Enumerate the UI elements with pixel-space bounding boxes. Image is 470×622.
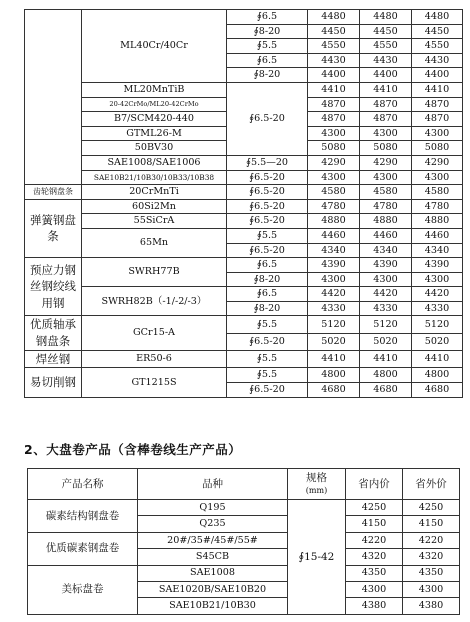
variety-cell: SAE10B21/10B30 (138, 598, 288, 614)
price-cell: 4410 (360, 82, 412, 97)
spec-cell: ∮6.5-20 (227, 383, 308, 398)
variety-cell: Q195 (138, 500, 288, 516)
price-cell: 4300 (412, 126, 463, 141)
price-cell: 4410 (412, 82, 463, 97)
price-cell: 4390 (308, 258, 360, 273)
price-cell: 4580 (308, 185, 360, 200)
price-cell: 4480 (360, 10, 412, 25)
spec-cell: ∮6.5-20 (227, 185, 308, 200)
price-cell: 4460 (412, 228, 463, 243)
price-cell: 4550 (412, 39, 463, 54)
table-row (25, 155, 463, 170)
price-cell: 5120 (412, 316, 463, 333)
grade-cell: GT1215S (82, 368, 227, 397)
price-cell: 4450 (308, 24, 360, 39)
price-cell: 4380 (403, 598, 460, 614)
price-cell: 4330 (308, 301, 360, 316)
price-cell: 4420 (412, 287, 463, 302)
product-name-cell: 美标盘卷 (28, 565, 138, 614)
price-cell: 4780 (360, 199, 412, 214)
table-row (25, 82, 463, 97)
price-cell: 4460 (308, 228, 360, 243)
price-cell: 4450 (412, 24, 463, 39)
table-row (28, 532, 460, 548)
table-row (25, 287, 463, 302)
price-cell: 4410 (308, 350, 360, 368)
price-cell: 4680 (412, 383, 463, 398)
price-cell: 4380 (346, 598, 403, 614)
price-cell: 4300 (346, 581, 403, 597)
price-cell: 4780 (308, 199, 360, 214)
category-cell (25, 10, 82, 185)
price-cell: 4250 (403, 500, 460, 516)
price-cell: 4330 (360, 301, 412, 316)
price-cell: 4410 (308, 82, 360, 97)
price-cell: 4390 (360, 258, 412, 273)
price-cell: 4300 (412, 272, 463, 287)
table-row (25, 185, 463, 200)
price-cell: 4220 (346, 532, 403, 548)
category-cell: 弹簧钢盘条 (25, 199, 82, 257)
variety-cell: 20#/35#/45#/55# (138, 532, 288, 548)
price-table-large-coil (27, 468, 460, 615)
price-cell: 4580 (360, 185, 412, 200)
grade-cell: GCr15-A (82, 316, 227, 350)
spec-cell: ∮6.5 (227, 10, 308, 25)
price-cell: 4460 (360, 228, 412, 243)
grade-cell: 20-42CrMo/ML20-42CrMo (82, 97, 227, 112)
price-cell: 4870 (360, 97, 412, 112)
price-cell: 4870 (360, 112, 412, 127)
category-cell: 易切削钢 (25, 368, 82, 397)
spec-cell: ∮8-20 (227, 24, 308, 39)
column-header: 产品名称 (28, 469, 138, 500)
price-cell: 4550 (308, 39, 360, 54)
price-cell: 5020 (308, 333, 360, 350)
variety-cell: Q235 (138, 516, 288, 532)
spec-cell: ∮6.5 (227, 258, 308, 273)
table-row (25, 316, 463, 333)
price-cell: 4420 (360, 287, 412, 302)
price-cell: 4430 (360, 53, 412, 68)
price-cell: 4800 (308, 368, 360, 383)
spec-cell: ∮5.5—20 (227, 155, 308, 170)
price-cell: 4300 (308, 272, 360, 287)
price-cell: 4300 (360, 170, 412, 185)
price-cell: 4390 (412, 258, 463, 273)
price-cell: 4880 (360, 214, 412, 229)
price-cell: 5120 (308, 316, 360, 333)
price-table-wire-rod (24, 9, 463, 398)
price-cell: 4330 (412, 301, 463, 316)
spec-cell: ∮5.5 (227, 316, 308, 333)
price-cell: 4410 (360, 350, 412, 368)
spec-cell: ∮15-42 (288, 500, 346, 615)
price-cell: 4880 (412, 214, 463, 229)
price-cell: 4340 (412, 243, 463, 258)
grade-cell: SAE10B21/10B30/10B33/10B38 (82, 170, 227, 185)
price-cell: 4800 (360, 368, 412, 383)
grade-cell: 60Si2Mn (82, 199, 227, 214)
price-cell: 4430 (412, 53, 463, 68)
price-cell: 5020 (412, 333, 463, 350)
table-row (25, 350, 463, 368)
price-cell: 4870 (308, 112, 360, 127)
price-cell: 4550 (360, 39, 412, 54)
table-row (25, 199, 463, 214)
spec-cell: ∮8-20 (227, 68, 308, 83)
price-cell: 4420 (308, 287, 360, 302)
category-cell: 预应力钢丝钢绞线用钢 (25, 258, 82, 316)
spec-cell: ∮6.5-20 (227, 199, 308, 214)
grade-cell: 50BV30 (82, 141, 227, 156)
price-cell: 4300 (360, 272, 412, 287)
spec-cell: ∮8-20 (227, 272, 308, 287)
price-cell: 4220 (403, 532, 460, 548)
price-cell: 4320 (346, 549, 403, 565)
price-cell: 4410 (412, 350, 463, 368)
price-cell: 4430 (308, 53, 360, 68)
spec-header-label: 规格 (306, 472, 327, 485)
column-header: 省外价 (403, 469, 460, 500)
category-cell: 齿轮钢盘条 (25, 185, 82, 200)
table-row (28, 565, 460, 581)
grade-cell: ER50-6 (82, 350, 227, 368)
spec-cell: ∮5.5 (227, 228, 308, 243)
table-row (25, 10, 463, 25)
table-header-row (28, 469, 460, 500)
product-name-cell: 优质碳素钢盘卷 (28, 532, 138, 565)
price-cell: 4400 (360, 68, 412, 83)
table-row (28, 500, 460, 516)
spec-cell: ∮6.5 (227, 287, 308, 302)
grade-cell: 55SiCrA (82, 214, 227, 229)
price-cell: 4300 (308, 126, 360, 141)
table-row (25, 170, 463, 185)
table-row (25, 368, 463, 383)
grade-cell: SWRH82B（-1/-2/-3） (82, 287, 227, 316)
price-cell: 4300 (403, 581, 460, 597)
grade-cell: SWRH77B (82, 258, 227, 287)
grade-cell: SAE1008/SAE1006 (82, 155, 227, 170)
price-cell: 5080 (308, 141, 360, 156)
product-name-cell: 碳素结构钢盘卷 (28, 500, 138, 533)
price-cell: 4680 (308, 383, 360, 398)
price-cell: 4290 (308, 155, 360, 170)
spec-cell: ∮6.5-20 (227, 170, 308, 185)
table-row (25, 228, 463, 243)
price-cell: 4320 (403, 549, 460, 565)
price-cell: 4880 (308, 214, 360, 229)
section-heading: 2、大盘卷产品（含棒卷线生产产品） (24, 442, 242, 457)
price-cell: 4400 (308, 68, 360, 83)
price-cell: 4290 (412, 155, 463, 170)
column-header: 品种 (138, 469, 288, 500)
spec-cell: ∮6.5-20 (227, 82, 308, 155)
price-cell: 4300 (412, 170, 463, 185)
price-cell: 4780 (412, 199, 463, 214)
column-header-spec (288, 469, 346, 500)
spec-cell: ∮6.5 (227, 53, 308, 68)
price-cell: 4480 (412, 10, 463, 25)
price-cell: 5120 (360, 316, 412, 333)
table-row (25, 258, 463, 273)
price-cell: 4400 (412, 68, 463, 83)
grade-cell: ML40Cr/40Cr (82, 10, 227, 83)
variety-cell: SAE1008 (138, 565, 288, 581)
price-cell: 4870 (308, 97, 360, 112)
spec-header-unit: (mm) (305, 485, 328, 495)
spec-cell: ∮8-20 (227, 301, 308, 316)
spec-cell: ∮5.5 (227, 368, 308, 383)
price-cell: 4450 (360, 24, 412, 39)
variety-cell: S45CB (138, 549, 288, 565)
table-row (25, 214, 463, 229)
price-cell: 4150 (346, 516, 403, 532)
price-cell: 5080 (412, 141, 463, 156)
price-cell: 4350 (346, 565, 403, 581)
grade-cell: 20CrMnTi (82, 185, 227, 200)
category-cell: 焊丝钢 (25, 350, 82, 368)
price-cell: 4800 (412, 368, 463, 383)
column-header: 省内价 (346, 469, 403, 500)
price-cell: 4300 (360, 126, 412, 141)
variety-cell: SAE1020B/SAE10B20 (138, 581, 288, 597)
price-cell: 4580 (412, 185, 463, 200)
price-cell: 4480 (308, 10, 360, 25)
price-cell: 4340 (308, 243, 360, 258)
price-cell: 4250 (346, 500, 403, 516)
price-cell: 4870 (412, 112, 463, 127)
grade-cell: B7/SCM420-440 (82, 112, 227, 127)
spec-cell: ∮6.5-20 (227, 214, 308, 229)
spec-cell: ∮5.5 (227, 350, 308, 368)
price-cell: 4300 (308, 170, 360, 185)
category-cell: 优质轴承钢盘条 (25, 316, 82, 350)
price-cell: 4870 (412, 97, 463, 112)
price-cell: 4290 (360, 155, 412, 170)
spec-cell: ∮6.5-20 (227, 333, 308, 350)
price-cell: 4350 (403, 565, 460, 581)
price-cell: 4680 (360, 383, 412, 398)
spec-cell: ∮6.5-20 (227, 243, 308, 258)
spec-cell: ∮5.5 (227, 39, 308, 54)
price-cell: 5080 (360, 141, 412, 156)
price-cell: 4340 (360, 243, 412, 258)
grade-cell: GTML26-M (82, 126, 227, 141)
grade-cell: 65Mn (82, 228, 227, 257)
grade-cell: ML20MnTiB (82, 82, 227, 97)
price-cell: 4150 (403, 516, 460, 532)
price-cell: 5020 (360, 333, 412, 350)
